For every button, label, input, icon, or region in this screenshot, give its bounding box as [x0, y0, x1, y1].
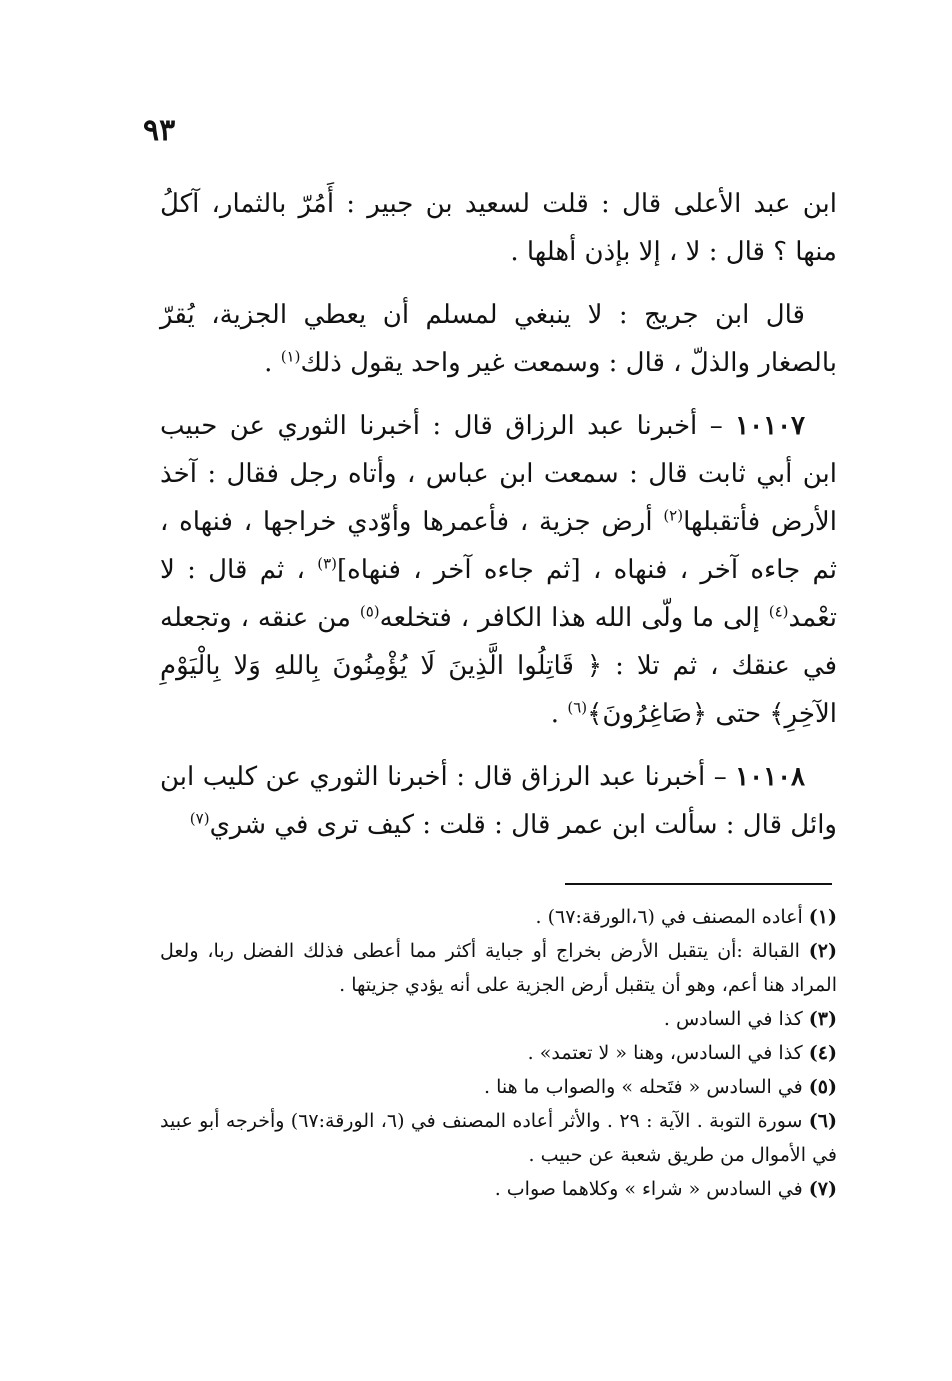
hadith-10108 — [160, 753, 837, 849]
paragraph-end: . — [264, 348, 281, 378]
footnote-text: سورة التوبة . الآية : ٢٩ . والأثر أعاده المصنف في (٦، الورقة:٦٧) وأخرجه أبو عبيد في الأموال من طريق شعبة عن حبيب . — [160, 1110, 837, 1166]
footnote-separator — [565, 883, 832, 885]
paragraph-2 — [160, 291, 837, 387]
paragraph-text: ابن عبد الأعلى قال : قلت لسعيد بن جبير : أَمُرّ بالثمار، آكلُ منها ؟ قال : لا ، إلا بإذن أهلها . — [160, 189, 837, 267]
footnote-ref-5[interactable]: (٥) — [359, 602, 380, 621]
footnote-6 — [160, 1104, 837, 1172]
hadith-10107 — [160, 402, 837, 738]
footnote-text: القبالة :أن يتقبل الأرض بخراج أو جباية أكثر مما أعطى فذلك الفضل ربا، ولعل المراد هنا أعم، وهو أن يتقبل أرض الجزية على أنه يؤدي جزيتها . — [160, 940, 837, 996]
page-number: ٩٣ — [143, 113, 176, 148]
hadith-text: إلى ما ولّى الله هذا الكافر ، فتخلعه — [379, 603, 769, 633]
paragraph-end: . — [550, 699, 568, 729]
paragraph-text: قال ابن جريج : لا ينبغي لمسلم أن يعطي الجزية، يُقرّ بالصغار والذلّ ، قال : وسمعت غير واحد يقول ذلك — [160, 300, 837, 378]
footnote-number: (٥) — [808, 1076, 837, 1098]
footnote-text: كذا في السادس، وهنا « لا تعتمد» . — [527, 1042, 809, 1064]
footnote-text: في السادس « فتَحله » والصواب ما هنا . — [483, 1076, 809, 1098]
body-text — [160, 180, 837, 864]
footnote-number: (٢) — [808, 940, 837, 962]
hadith-text: – أخبرنا عبد الرزاق قال : أخبرنا الثوري عن حبيب ابن أبي ثابت قال : سمعت ابن عباس ، وأتاه رجل فقال : آخذ الأرض فأتقبلها — [160, 411, 837, 537]
paragraph-1 — [160, 180, 837, 276]
footnotes — [160, 900, 837, 1206]
footnote-number: (٦) — [808, 1110, 838, 1132]
footnote-text: في السادس « شراء » وكلاهما صواب . — [494, 1178, 809, 1200]
hadith-text: – أخبرنا عبد الرزاق قال : أخبرنا الثوري عن كليب ابن وائل قال : سألت ابن عمر قال : قلت : كيف ترى في شري — [160, 762, 837, 840]
footnote-ref-1[interactable]: (١) — [280, 347, 301, 366]
footnote-2 — [160, 934, 837, 1002]
footnote-ref-4[interactable]: (٤) — [768, 602, 789, 621]
hadith-text: أرض جزية ، فأعمرها وأوّدي خراجها ، فنهاه ، ثم جاءه آخر ، فنهاه ، [ثم جاءه آخر ، فنهاه] — [160, 507, 838, 585]
footnote-ref-3[interactable]: (٣) — [317, 554, 337, 573]
footnote-text: كذا في السادس . — [663, 1008, 809, 1030]
footnote-1 — [160, 900, 837, 934]
footnote-text: أعاده المصنف في (٦،الورقة:٦٧) . — [535, 906, 809, 928]
footnote-ref-6[interactable]: (٦) — [567, 698, 588, 717]
footnote-3 — [160, 1002, 837, 1036]
footnote-4 — [160, 1036, 837, 1070]
footnote-ref-2[interactable]: (٢) — [663, 506, 684, 525]
footnote-number: (٧) — [808, 1178, 837, 1200]
footnote-number: (٤) — [808, 1042, 837, 1064]
footnote-number: (٣) — [808, 1008, 837, 1030]
hadith-number: ١٠١٠٧ — [735, 411, 805, 441]
footnote-5 — [160, 1070, 837, 1104]
footnote-7 — [160, 1172, 837, 1206]
hadith-text: ، ثم قال : لا تعْمد — [160, 555, 837, 633]
hadith-number: ١٠١٠٨ — [735, 762, 805, 792]
footnote-number: (١) — [808, 906, 837, 928]
footnote-ref-7[interactable]: (٧) — [189, 809, 210, 828]
hadith-text: من عنقه ، وتجعله في عنقك ، ثم تلا : ﴿ قَاتِلُوا الَّذِينَ لَا يُؤْمِنُونَ بِاللهِ وَلا بِالْيَوْمِ الآخِرِ﴾ حتى ﴿صَاغِرُونَ﴾ — [160, 603, 837, 729]
